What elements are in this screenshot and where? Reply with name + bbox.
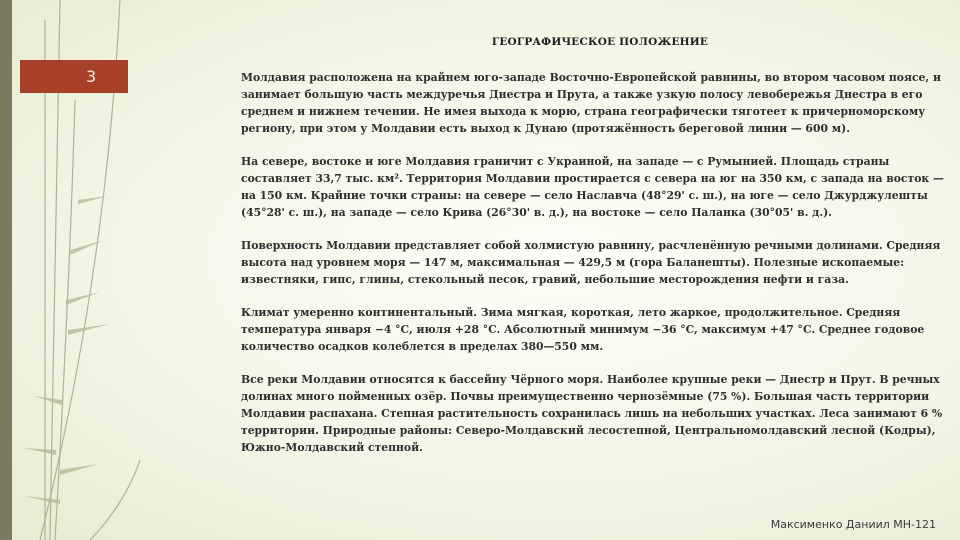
author-signature: Максименко Даниил МН-121 <box>770 518 936 531</box>
slide-number-tab <box>20 60 128 93</box>
paragraph-borders: На севере, востоке и юге Молдавия граничит с Украиной, на западе — с Румынией. Площадь страны составляет 33,7 тыс. км². Территория Молдавии простирается с севера на юг на 350 км, с запада на восток — на 150 км. Крайние точки страны: на севере — село Наславча (48°29' с. ш.), на юге — село Джурджулешты (45°28' с. ш.), на западе — село Крива (26°30' в. д.), на востоке — село Паланка (30°05' в. д.). <box>241 155 944 219</box>
slide-title: ГЕОГРАФИЧЕСКОЕ ПОЛОЖЕНИЕ <box>491 36 709 48</box>
paragraph-surface: Поверхность Молдавии представляет собой холмистую равнину, расчленённую речными долинами. Средняя высота над уровнем моря — 147 м, максимальная — 429,5 м (гора Баланешты). Полезные ископаемые: известняки, гипс, глины, стекольный песок, гравий, небольшие месторождения нефти и газа. <box>241 239 941 286</box>
paragraph-climate: Климат умеренно континентальный. Зима мягкая, короткая, лето жаркое, продолжительное. Средняя температура января −4 °C, июля +28 °C. Абсолютный минимум −36 °C, максимум +47 °C. Среднее годовое количество осадков колеблется в пределах 380—550 мм. <box>241 306 925 353</box>
paragraph-rivers: Все реки Молдавии относятся к бассейну Чёрного моря. Наиболее крупные реки — Днестр и Прут. В речных долинах много пойменных озёр. Почвы преимущественно чернозёмные (75 %). Большая часть территории Молдавии распахана. Степная растительность сохранилась лишь на небольших участках. Леса занимают 6 % территории. Природные районы: Северо-Молдавский лесостепной, Центральномолдавский лесной (Кодры), Южно-Молдавский степной. <box>241 373 943 454</box>
slide-number: 3 <box>86 67 97 86</box>
content-body <box>241 69 945 472</box>
paragraph-location: Молдавия расположена на крайнем юго-западе Восточно-Европейской равнины, во втором часовом поясе, и занимает большую часть междуречья Днестра и Прута, а также узкую полосу левобережья Днестра в его среднем и нижнем течении. Не имея выхода к морю, страна географически тяготеет к причерноморскому региону, при этом у Молдавии есть выход к Дунаю (протяжённость береговой линии — 600 м). <box>241 71 941 135</box>
